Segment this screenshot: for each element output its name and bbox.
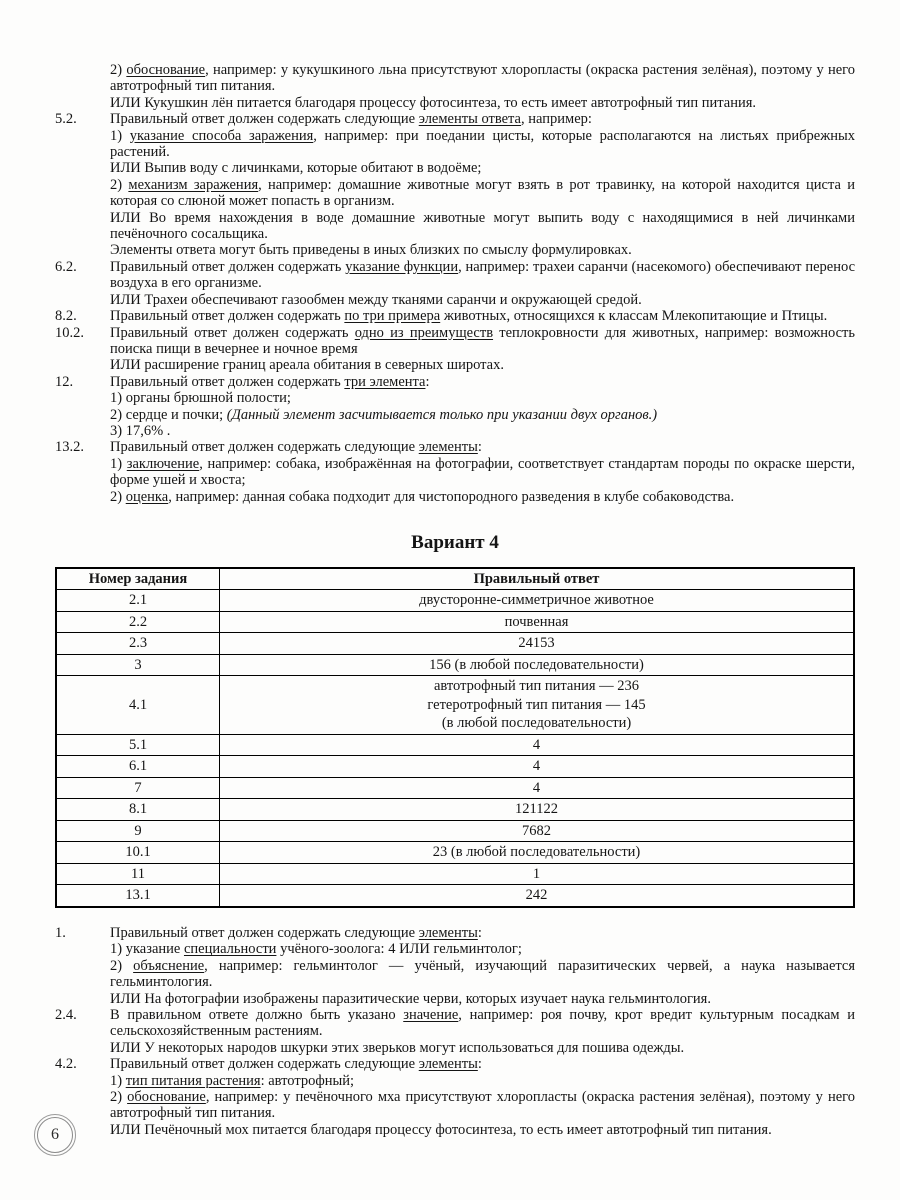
- answer-line: [110, 374, 855, 390]
- underlined-term: обоснование: [127, 1089, 206, 1106]
- underlined-term: объяснение: [133, 957, 205, 974]
- page-number: 6: [51, 1126, 59, 1143]
- answer-item-body: [110, 1007, 855, 1056]
- variant-heading: Вариант 4: [411, 531, 499, 553]
- underlined-term: оценка: [125, 488, 169, 505]
- answers-section-bottom: [55, 925, 855, 1138]
- answer-text-line: 4: [532, 779, 541, 796]
- answer-item-number: 8.2.: [55, 308, 77, 325]
- answer-line: [110, 1073, 855, 1089]
- text-segment: , например: у кукушкиного льна присутствуют хлоропласты (окраска растения зелёная), поэтому у него автотрофный тип питания.: [110, 62, 855, 95]
- text-segment: , например: трахеи саранчи (насекомого) обеспечивают перенос воздуха в его организме.: [110, 258, 856, 292]
- answers-table-head: [56, 568, 854, 590]
- answer-item-body: [110, 259, 855, 308]
- text-segment: В правильном ответе должно быть указано: [110, 1007, 404, 1023]
- cell-correct-answer: [220, 590, 855, 612]
- underlined-term: обоснование: [126, 62, 206, 78]
- answer-text-line: почвенная: [504, 613, 569, 630]
- table-row: [56, 885, 854, 907]
- cell-task-number: 10.1: [56, 842, 220, 864]
- cell-correct-answer: [220, 863, 855, 885]
- text-segment: 2): [110, 176, 129, 193]
- answer-item-number: 13.2.: [55, 439, 84, 456]
- answer-item-body: [110, 62, 855, 111]
- table-row: [56, 777, 854, 799]
- text-segment: Правильный ответ должен содержать следующие: [110, 439, 419, 456]
- underlined-term: указание способа заражения: [129, 127, 314, 144]
- answers-section-top: [55, 62, 855, 505]
- text-segment: Правильный ответ должен содержать: [110, 373, 345, 390]
- cell-task-number: 2.3: [56, 633, 220, 655]
- answer-line: [110, 1056, 855, 1072]
- text-segment: 2): [110, 957, 134, 974]
- answer-line: [110, 308, 855, 324]
- table-row: [56, 734, 854, 756]
- answer-text-line: 7682: [522, 822, 551, 839]
- answer-item: [55, 1007, 855, 1056]
- answer-line: [110, 407, 855, 423]
- answer-line: [110, 62, 855, 95]
- cell-task-number: 5.1: [56, 734, 220, 756]
- text-segment: Правильный ответ должен содержать: [110, 308, 345, 325]
- underlined-term: механизм заражения: [128, 176, 259, 193]
- answer-line: [110, 292, 855, 308]
- answer-line: [110, 439, 855, 455]
- text-segment: Правильный ответ должен содержать: [110, 324, 355, 341]
- answer-line: [110, 1007, 855, 1040]
- text-segment: ИЛИ Кукушкин лён питается благодаря процессу фотосинтеза, то есть имеет автотрофный тип питания.: [110, 94, 757, 111]
- cell-correct-answer: [220, 611, 855, 633]
- answer-line: [110, 423, 855, 439]
- answers-table-head-row: [56, 568, 854, 590]
- answer-line: [110, 925, 855, 941]
- text-segment: , например: данная собака подходит для чистопородного разведения в клубе собаководства.: [168, 488, 735, 505]
- underlined-term: по три примера: [344, 308, 441, 325]
- text-segment: ИЛИ Выпив воду с личинками, которые обитают в водоёме;: [110, 160, 482, 177]
- table-row: [56, 611, 854, 633]
- underlined-term: элементы: [418, 439, 478, 456]
- answer-item: [55, 111, 855, 259]
- cell-task-number: 13.1: [56, 885, 220, 907]
- text-segment: 2): [110, 62, 127, 78]
- answer-text-line: 23 (в любой последовательности): [432, 844, 641, 861]
- answer-item-body: [110, 325, 855, 374]
- answer-text-line: 1: [532, 865, 541, 882]
- answer-item-number: 2.4.: [55, 1007, 77, 1023]
- cell-task-number: 2.1: [56, 590, 220, 612]
- answer-text-line: 24153: [518, 635, 555, 652]
- text-segment: ИЛИ расширение границ ареала обитания в северных широтах.: [110, 357, 504, 374]
- underlined-term: элементы: [418, 1056, 478, 1073]
- answer-line: [110, 357, 855, 373]
- answer-line: [110, 325, 855, 358]
- text-segment: , например: у печёночного мха присутствуют хлоропласты (окраска растения зелёная), поэтому у него автотрофный тип питания.: [110, 1089, 855, 1122]
- answer-item: [55, 62, 855, 111]
- text-segment: :: [477, 439, 482, 456]
- text-segment: учёного-зоолога: 4 ИЛИ гельминтолог;: [276, 941, 522, 958]
- answer-line: [110, 489, 855, 505]
- answer-line: [110, 95, 855, 111]
- table-row: [56, 820, 854, 842]
- cell-correct-answer: [220, 633, 855, 655]
- underlined-term: три элемента: [344, 373, 426, 390]
- text-segment: 1): [110, 1072, 126, 1089]
- text-segment: : автотрофный;: [260, 1072, 355, 1089]
- answer-item-number: 12.: [55, 373, 74, 390]
- answer-line: [110, 210, 855, 243]
- answer-item: [55, 439, 855, 505]
- underlined-term: элементы: [418, 924, 478, 941]
- answer-line: [110, 1122, 855, 1138]
- answer-item-body: [110, 439, 855, 505]
- answer-item: [55, 374, 855, 440]
- answer-line: [110, 1089, 855, 1122]
- answer-item: [55, 308, 855, 324]
- answer-item: [55, 1056, 855, 1138]
- answer-line: [110, 160, 855, 176]
- answer-item-body: [110, 1056, 855, 1138]
- answer-line: [110, 390, 855, 406]
- text-segment: , например: гельминтолог — учёный, изучающий паразитических червей, а наука называется гельминтология.: [110, 957, 855, 991]
- answer-item-number: 1.: [55, 924, 66, 941]
- cell-task-number: 11: [56, 863, 220, 885]
- answer-line: [110, 128, 855, 161]
- text-segment: , например: при поедании цисты, которые располагаются на листьях прибрежных растений.: [110, 127, 855, 161]
- answer-line: [110, 111, 855, 127]
- answer-item-body: [110, 925, 855, 1007]
- underlined-term: значение: [403, 1007, 459, 1023]
- text-segment: , например: роя почву, крот вредит культурным посадкам и сельскохозяйственным растениям.: [110, 1007, 855, 1040]
- answers-table: [55, 567, 855, 908]
- answer-text-line: автотрофный тип питания — 236: [433, 678, 640, 695]
- text-segment: 1) органы брюшной полости;: [110, 390, 291, 407]
- underlined-term: заключение: [126, 455, 200, 472]
- answer-item-body: [110, 111, 855, 259]
- text-segment: 1): [110, 455, 127, 472]
- cell-correct-answer: [220, 756, 855, 778]
- cell-task-number: 4.1: [56, 676, 220, 735]
- answer-text-line: 121122: [515, 801, 558, 818]
- cell-correct-answer: [220, 820, 855, 842]
- text-segment: 1): [110, 127, 130, 144]
- text-segment: :: [425, 373, 430, 390]
- cell-correct-answer: [220, 799, 855, 821]
- table-row: [56, 863, 854, 885]
- text-segment: животных, относящихся к классам Млекопитающие и Птицы.: [440, 308, 828, 325]
- cell-task-number: 8.1: [56, 799, 220, 821]
- answer-text-line: 4: [532, 736, 541, 753]
- answer-text-line: двусторонне-симметричное животное: [419, 592, 654, 609]
- answer-item-number: 10.2.: [55, 324, 84, 341]
- text-segment: 1) указание: [110, 941, 184, 958]
- underlined-term: элементы ответа: [418, 111, 521, 128]
- cell-correct-answer: [220, 885, 855, 907]
- cell-correct-answer: [220, 777, 855, 799]
- text-segment: 3) 17,6% .: [110, 422, 171, 439]
- text-segment: 2): [110, 1089, 128, 1106]
- answer-item-number: 4.2.: [55, 1056, 77, 1073]
- cell-task-number: 3: [56, 654, 220, 676]
- text-segment: :: [477, 924, 482, 941]
- cell-task-number: 9: [56, 820, 220, 842]
- answers-table-body: [56, 590, 854, 907]
- text-segment: Правильный ответ должен содержать следующие: [110, 924, 419, 941]
- answer-item-number: 5.2.: [55, 111, 77, 128]
- text-segment: 2) сердце и почки;: [110, 406, 227, 423]
- answer-item: [55, 925, 855, 1007]
- cell-correct-answer: [220, 676, 855, 735]
- answer-line: [110, 941, 855, 957]
- text-segment: теплокровности для животных, например: возможность поиска пищи в вечернее и ночное время: [110, 324, 856, 357]
- table-row: [56, 756, 854, 778]
- text-segment: , например: собака, изображённая на фотографии, соответствует стандартам породы по окраске шерсти, форме ушей и хвоста;: [110, 455, 855, 489]
- text-segment: ИЛИ На фотографии изображены паразитические черви, которых изучает наука гельминтология.: [110, 990, 711, 1007]
- answer-item: [55, 259, 855, 308]
- table-row: [56, 590, 854, 612]
- answer-line: [110, 259, 855, 292]
- cell-correct-answer: [220, 654, 855, 676]
- table-row: [56, 799, 854, 821]
- cell-task-number: 6.1: [56, 756, 220, 778]
- underlined-term: специальности: [183, 941, 277, 958]
- text-segment: :: [477, 1056, 482, 1073]
- answer-line: [110, 991, 855, 1007]
- answer-line: [110, 242, 855, 258]
- text-segment: ИЛИ У некоторых народов шкурки этих зверьков могут использоваться для пошива одежды.: [110, 1039, 685, 1056]
- answer-item-body: [110, 308, 855, 324]
- underlined-term: тип питания растения: [125, 1072, 261, 1089]
- table-row: [56, 654, 854, 676]
- text-segment: Правильный ответ должен содержать: [110, 258, 346, 275]
- text-segment: Элементы ответа могут быть приведены в иных близких по смыслу формулировках.: [110, 242, 632, 259]
- text-segment: , например:: [521, 111, 592, 128]
- answer-item-number: 6.2.: [55, 258, 77, 275]
- answer-line: [110, 456, 855, 489]
- text-segment: ИЛИ Трахеи обеспечивают газообмен между тканями саранчи и окружающей средой.: [110, 291, 642, 308]
- cell-task-number: 7: [56, 777, 220, 799]
- header-correct-answer: Правильный ответ: [220, 568, 855, 590]
- answer-text-line: (в любой последовательности): [441, 715, 632, 732]
- answer-line: [110, 177, 855, 210]
- answer-text-line: гетеротрофный тип питания — 145: [427, 696, 646, 713]
- text-segment: ИЛИ Печёночный мох питается благодаря процессу фотосинтеза, то есть имеет автотрофный тип питания.: [110, 1121, 772, 1138]
- text-segment: 2): [110, 488, 126, 505]
- answer-text-line: 242: [525, 887, 548, 904]
- cell-correct-answer: [220, 734, 855, 756]
- page-content: [55, 62, 855, 1138]
- answer-item: [55, 325, 855, 374]
- text-segment: Правильный ответ должен содержать следующие: [110, 1056, 419, 1073]
- answer-item-body: [110, 374, 855, 440]
- cell-correct-answer: [220, 842, 855, 864]
- underlined-term: одно из преимуществ: [354, 324, 494, 341]
- text-segment: Правильный ответ должен содержать следующие: [110, 111, 419, 128]
- answer-text-line: 4: [532, 758, 541, 775]
- page-number-badge: [37, 1117, 73, 1153]
- answer-text-line: 156 (в любой последовательности): [429, 656, 644, 673]
- text-segment: , например: домашние животные могут взять в рот травинку, на которой находится циста и которая со слюной может попасть в организм.: [110, 176, 855, 210]
- table-row: [56, 633, 854, 655]
- section-gap: [55, 908, 855, 925]
- underlined-term: указание функции: [345, 258, 459, 275]
- cell-task-number: 2.2: [56, 611, 220, 633]
- text-segment: ИЛИ Во время нахождения в воде домашние животные могут выпить воду с находящимися в ней личинками печёночного сосальщика.: [110, 209, 855, 243]
- answer-line: [110, 958, 855, 991]
- header-task-number: Номер задания: [56, 568, 220, 590]
- table-row: [56, 842, 854, 864]
- table-row: [56, 676, 854, 735]
- italic-note: (Данный элемент засчитывается только при указании двух органов.): [226, 406, 658, 423]
- answer-line: [110, 1040, 855, 1056]
